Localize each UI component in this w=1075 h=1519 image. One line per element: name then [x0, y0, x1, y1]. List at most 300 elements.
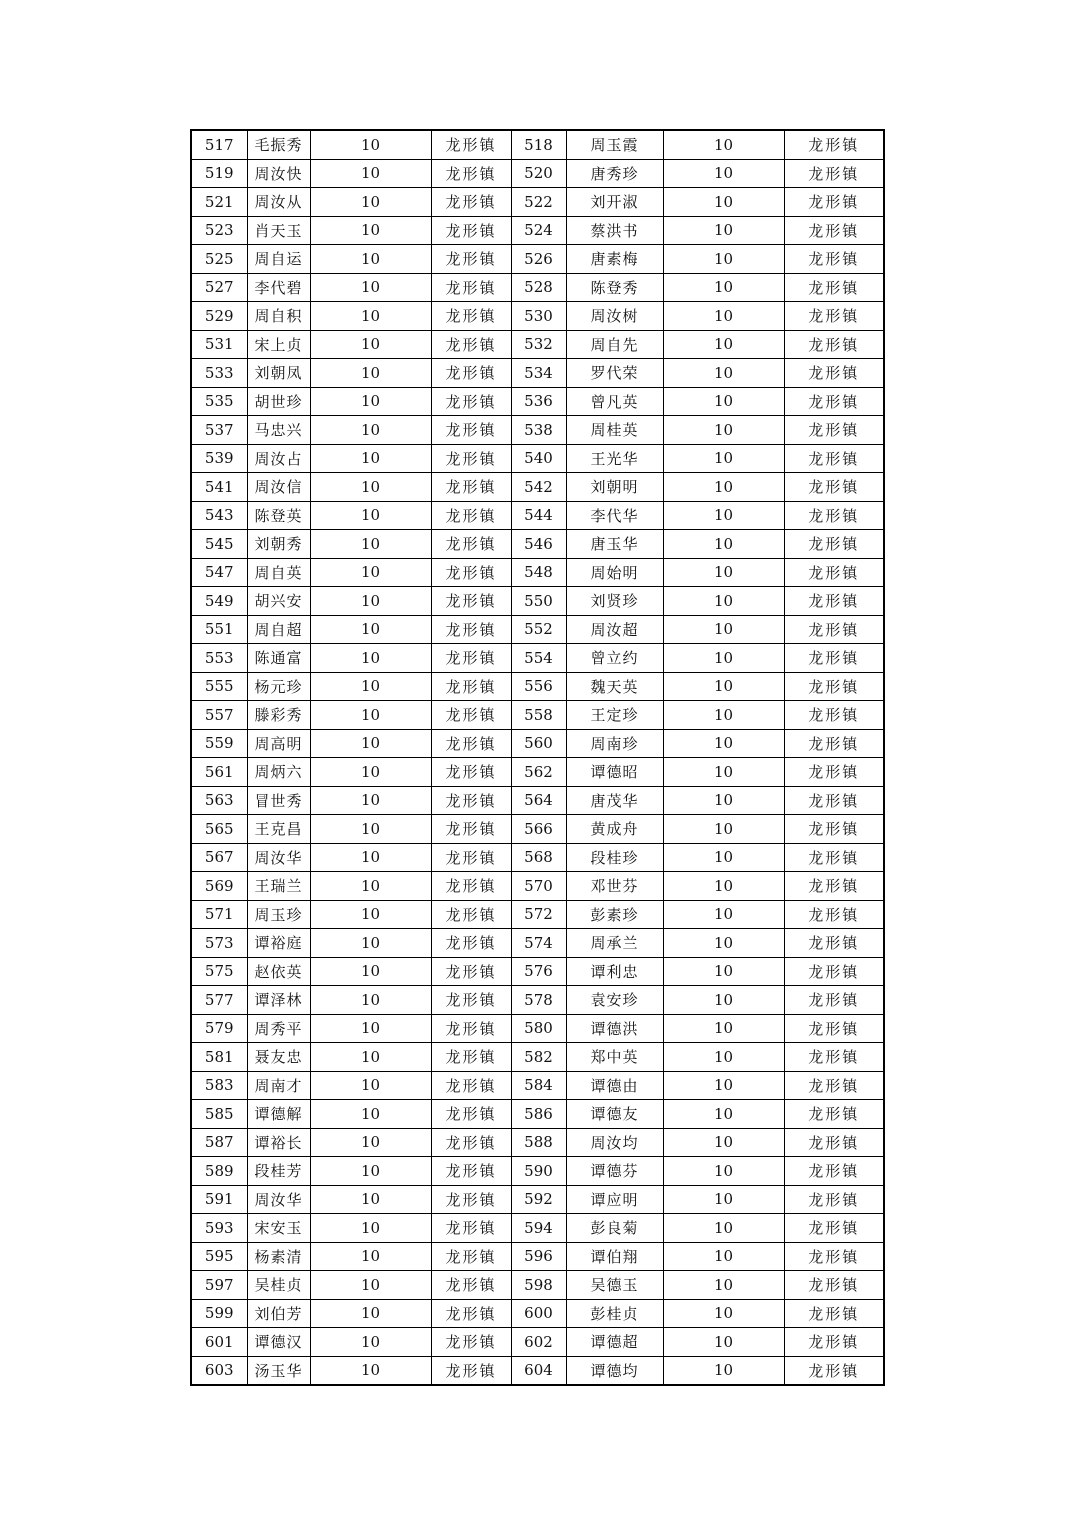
right-town-cell: 龙形镇 — [784, 330, 884, 359]
right-person-name-cell: 谭德友 — [566, 1100, 663, 1129]
left-person-name-cell: 周自超 — [247, 615, 310, 644]
right-amount-cell: 10 — [663, 1299, 784, 1328]
left-amount-cell: 10 — [310, 957, 431, 986]
left-entry-number-cell: 585 — [191, 1100, 247, 1129]
left-town-cell: 龙形镇 — [431, 1242, 511, 1271]
left-town-cell: 龙形镇 — [431, 558, 511, 587]
table-row — [191, 900, 884, 929]
left-amount-cell: 10 — [310, 473, 431, 502]
left-entry-number-cell: 589 — [191, 1157, 247, 1186]
left-person-name-cell: 李代碧 — [247, 273, 310, 302]
right-person-name-cell: 周汝树 — [566, 302, 663, 331]
left-person-name-cell: 周汝华 — [247, 843, 310, 872]
right-person-name-cell: 曾凡英 — [566, 387, 663, 416]
table-row — [191, 929, 884, 958]
left-amount-cell: 10 — [310, 302, 431, 331]
table-row — [191, 672, 884, 701]
left-town-cell: 龙形镇 — [431, 245, 511, 274]
left-town-cell: 龙形镇 — [431, 216, 511, 245]
left-town-cell: 龙形镇 — [431, 473, 511, 502]
right-amount-cell: 10 — [663, 216, 784, 245]
right-entry-number-cell: 598 — [511, 1271, 566, 1300]
right-person-name-cell: 蔡洪书 — [566, 216, 663, 245]
left-entry-number-cell: 547 — [191, 558, 247, 587]
left-town-cell: 龙形镇 — [431, 872, 511, 901]
left-amount-cell: 10 — [310, 587, 431, 616]
right-town-cell: 龙形镇 — [784, 701, 884, 730]
right-amount-cell: 10 — [663, 387, 784, 416]
left-entry-number-cell: 563 — [191, 786, 247, 815]
left-town-cell: 龙形镇 — [431, 1071, 511, 1100]
left-amount-cell: 10 — [310, 1128, 431, 1157]
left-amount-cell: 10 — [310, 558, 431, 587]
left-amount-cell: 10 — [310, 1214, 431, 1243]
left-entry-number-cell: 539 — [191, 444, 247, 473]
right-person-name-cell: 周自先 — [566, 330, 663, 359]
right-town-cell: 龙形镇 — [784, 530, 884, 559]
left-person-name-cell: 王克昌 — [247, 815, 310, 844]
right-entry-number-cell: 596 — [511, 1242, 566, 1271]
left-amount-cell: 10 — [310, 159, 431, 188]
right-person-name-cell: 唐秀珍 — [566, 159, 663, 188]
right-town-cell: 龙形镇 — [784, 1242, 884, 1271]
left-person-name-cell: 周自英 — [247, 558, 310, 587]
right-person-name-cell: 邓世芬 — [566, 872, 663, 901]
left-entry-number-cell: 543 — [191, 501, 247, 530]
right-entry-number-cell: 528 — [511, 273, 566, 302]
left-town-cell: 龙形镇 — [431, 1043, 511, 1072]
left-person-name-cell: 周汝快 — [247, 159, 310, 188]
right-entry-number-cell: 554 — [511, 644, 566, 673]
right-amount-cell: 10 — [663, 843, 784, 872]
left-amount-cell: 10 — [310, 1242, 431, 1271]
right-town-cell: 龙形镇 — [784, 1100, 884, 1129]
right-person-name-cell: 唐茂华 — [566, 786, 663, 815]
table-row — [191, 473, 884, 502]
right-town-cell: 龙形镇 — [784, 929, 884, 958]
left-town-cell: 龙形镇 — [431, 1328, 511, 1357]
table-row — [191, 1271, 884, 1300]
right-entry-number-cell: 586 — [511, 1100, 566, 1129]
right-entry-number-cell: 518 — [511, 130, 566, 159]
right-entry-number-cell: 602 — [511, 1328, 566, 1357]
left-person-name-cell: 段桂芳 — [247, 1157, 310, 1186]
right-person-name-cell: 谭德均 — [566, 1356, 663, 1385]
table-row — [191, 1071, 884, 1100]
left-entry-number-cell: 527 — [191, 273, 247, 302]
table-row — [191, 359, 884, 388]
right-person-name-cell: 罗代荣 — [566, 359, 663, 388]
right-entry-number-cell: 578 — [511, 986, 566, 1015]
table-row — [191, 1157, 884, 1186]
left-town-cell: 龙形镇 — [431, 644, 511, 673]
right-person-name-cell: 周汝均 — [566, 1128, 663, 1157]
right-entry-number-cell: 580 — [511, 1014, 566, 1043]
left-entry-number-cell: 591 — [191, 1185, 247, 1214]
left-town-cell: 龙形镇 — [431, 587, 511, 616]
right-person-name-cell: 刘贤珍 — [566, 587, 663, 616]
right-amount-cell: 10 — [663, 359, 784, 388]
table-row — [191, 644, 884, 673]
table-row — [191, 786, 884, 815]
right-person-name-cell: 郑中英 — [566, 1043, 663, 1072]
left-town-cell: 龙形镇 — [431, 302, 511, 331]
right-amount-cell: 10 — [663, 1128, 784, 1157]
left-entry-number-cell: 565 — [191, 815, 247, 844]
left-amount-cell: 10 — [310, 216, 431, 245]
right-town-cell: 龙形镇 — [784, 1128, 884, 1157]
left-amount-cell: 10 — [310, 644, 431, 673]
right-person-name-cell: 魏天英 — [566, 672, 663, 701]
left-person-name-cell: 宋上贞 — [247, 330, 310, 359]
left-town-cell: 龙形镇 — [431, 900, 511, 929]
left-amount-cell: 10 — [310, 416, 431, 445]
right-town-cell: 龙形镇 — [784, 729, 884, 758]
right-entry-number-cell: 542 — [511, 473, 566, 502]
right-person-name-cell: 王光华 — [566, 444, 663, 473]
right-amount-cell: 10 — [663, 701, 784, 730]
right-person-name-cell: 谭德洪 — [566, 1014, 663, 1043]
left-person-name-cell: 吴桂贞 — [247, 1271, 310, 1300]
table-row — [191, 957, 884, 986]
right-town-cell: 龙形镇 — [784, 1214, 884, 1243]
left-person-name-cell: 周自运 — [247, 245, 310, 274]
right-town-cell: 龙形镇 — [784, 1356, 884, 1385]
roster-table — [190, 129, 885, 1386]
table-row — [191, 558, 884, 587]
left-entry-number-cell: 521 — [191, 188, 247, 217]
right-person-name-cell: 彭素珍 — [566, 900, 663, 929]
right-person-name-cell: 周承兰 — [566, 929, 663, 958]
right-amount-cell: 10 — [663, 929, 784, 958]
right-amount-cell: 10 — [663, 1242, 784, 1271]
right-entry-number-cell: 540 — [511, 444, 566, 473]
left-entry-number-cell: 577 — [191, 986, 247, 1015]
right-person-name-cell: 李代华 — [566, 501, 663, 530]
left-town-cell: 龙形镇 — [431, 1014, 511, 1043]
left-amount-cell: 10 — [310, 273, 431, 302]
left-entry-number-cell: 599 — [191, 1299, 247, 1328]
right-town-cell: 龙形镇 — [784, 1043, 884, 1072]
left-entry-number-cell: 601 — [191, 1328, 247, 1357]
left-person-name-cell: 肖天玉 — [247, 216, 310, 245]
right-person-name-cell: 袁安珍 — [566, 986, 663, 1015]
left-person-name-cell: 汤玉华 — [247, 1356, 310, 1385]
right-person-name-cell: 曾立约 — [566, 644, 663, 673]
left-town-cell: 龙形镇 — [431, 530, 511, 559]
right-person-name-cell: 周桂英 — [566, 416, 663, 445]
left-town-cell: 龙形镇 — [431, 1271, 511, 1300]
left-town-cell: 龙形镇 — [431, 1214, 511, 1243]
right-town-cell: 龙形镇 — [784, 1157, 884, 1186]
right-entry-number-cell: 536 — [511, 387, 566, 416]
table-row — [191, 530, 884, 559]
left-person-name-cell: 马忠兴 — [247, 416, 310, 445]
left-town-cell: 龙形镇 — [431, 615, 511, 644]
left-person-name-cell: 谭裕长 — [247, 1128, 310, 1157]
left-entry-number-cell: 573 — [191, 929, 247, 958]
left-person-name-cell: 周汝从 — [247, 188, 310, 217]
right-person-name-cell: 刘开淑 — [566, 188, 663, 217]
right-town-cell: 龙形镇 — [784, 1185, 884, 1214]
right-entry-number-cell: 532 — [511, 330, 566, 359]
left-amount-cell: 10 — [310, 1299, 431, 1328]
right-amount-cell: 10 — [663, 815, 784, 844]
right-amount-cell: 10 — [663, 986, 784, 1015]
right-person-name-cell: 周南珍 — [566, 729, 663, 758]
left-entry-number-cell: 535 — [191, 387, 247, 416]
right-person-name-cell: 刘朝明 — [566, 473, 663, 502]
left-person-name-cell: 周自积 — [247, 302, 310, 331]
right-town-cell: 龙形镇 — [784, 900, 884, 929]
right-entry-number-cell: 592 — [511, 1185, 566, 1214]
table-row — [191, 843, 884, 872]
table-row — [191, 758, 884, 787]
left-person-name-cell: 谭裕庭 — [247, 929, 310, 958]
left-entry-number-cell: 597 — [191, 1271, 247, 1300]
left-person-name-cell: 宋安玉 — [247, 1214, 310, 1243]
right-town-cell: 龙形镇 — [784, 587, 884, 616]
left-entry-number-cell: 555 — [191, 672, 247, 701]
right-entry-number-cell: 548 — [511, 558, 566, 587]
right-person-name-cell: 唐素梅 — [566, 245, 663, 274]
right-town-cell: 龙形镇 — [784, 986, 884, 1015]
left-entry-number-cell: 557 — [191, 701, 247, 730]
left-amount-cell: 10 — [310, 501, 431, 530]
right-town-cell: 龙形镇 — [784, 615, 884, 644]
left-entry-number-cell: 517 — [191, 130, 247, 159]
right-entry-number-cell: 538 — [511, 416, 566, 445]
right-amount-cell: 10 — [663, 416, 784, 445]
left-town-cell: 龙形镇 — [431, 1128, 511, 1157]
left-town-cell: 龙形镇 — [431, 986, 511, 1015]
right-entry-number-cell: 576 — [511, 957, 566, 986]
left-entry-number-cell: 559 — [191, 729, 247, 758]
left-amount-cell: 10 — [310, 986, 431, 1015]
left-town-cell: 龙形镇 — [431, 729, 511, 758]
left-entry-number-cell: 593 — [191, 1214, 247, 1243]
left-entry-number-cell: 567 — [191, 843, 247, 872]
table-row — [191, 587, 884, 616]
right-person-name-cell: 谭德芬 — [566, 1157, 663, 1186]
left-entry-number-cell: 545 — [191, 530, 247, 559]
left-amount-cell: 10 — [310, 786, 431, 815]
right-amount-cell: 10 — [663, 1271, 784, 1300]
left-person-name-cell: 滕彩秀 — [247, 701, 310, 730]
right-amount-cell: 10 — [663, 872, 784, 901]
right-town-cell: 龙形镇 — [784, 444, 884, 473]
right-entry-number-cell: 584 — [511, 1071, 566, 1100]
left-town-cell: 龙形镇 — [431, 1299, 511, 1328]
left-amount-cell: 10 — [310, 929, 431, 958]
left-entry-number-cell: 575 — [191, 957, 247, 986]
left-amount-cell: 10 — [310, 1328, 431, 1357]
right-town-cell: 龙形镇 — [784, 644, 884, 673]
right-entry-number-cell: 534 — [511, 359, 566, 388]
right-town-cell: 龙形镇 — [784, 159, 884, 188]
right-town-cell: 龙形镇 — [784, 758, 884, 787]
right-amount-cell: 10 — [663, 1071, 784, 1100]
left-town-cell: 龙形镇 — [431, 815, 511, 844]
left-entry-number-cell: 561 — [191, 758, 247, 787]
table-row — [191, 1242, 884, 1271]
table-row — [191, 1328, 884, 1357]
right-town-cell: 龙形镇 — [784, 672, 884, 701]
right-town-cell: 龙形镇 — [784, 359, 884, 388]
left-entry-number-cell: 569 — [191, 872, 247, 901]
left-entry-number-cell: 603 — [191, 1356, 247, 1385]
table-row — [191, 330, 884, 359]
table-row — [191, 159, 884, 188]
right-town-cell: 龙形镇 — [784, 416, 884, 445]
left-person-name-cell: 周秀平 — [247, 1014, 310, 1043]
left-person-name-cell: 刘朝凤 — [247, 359, 310, 388]
left-town-cell: 龙形镇 — [431, 387, 511, 416]
left-town-cell: 龙形镇 — [431, 330, 511, 359]
right-entry-number-cell: 520 — [511, 159, 566, 188]
roster-table-body — [191, 130, 884, 1385]
left-town-cell: 龙形镇 — [431, 130, 511, 159]
right-entry-number-cell: 552 — [511, 615, 566, 644]
left-town-cell: 龙形镇 — [431, 957, 511, 986]
right-amount-cell: 10 — [663, 473, 784, 502]
left-person-name-cell: 赵依英 — [247, 957, 310, 986]
left-town-cell: 龙形镇 — [431, 843, 511, 872]
right-entry-number-cell: 562 — [511, 758, 566, 787]
table-row — [191, 1356, 884, 1385]
right-amount-cell: 10 — [663, 1185, 784, 1214]
right-entry-number-cell: 574 — [511, 929, 566, 958]
left-town-cell: 龙形镇 — [431, 501, 511, 530]
right-town-cell: 龙形镇 — [784, 216, 884, 245]
left-amount-cell: 10 — [310, 1157, 431, 1186]
table-row — [191, 1299, 884, 1328]
table-row — [191, 1214, 884, 1243]
right-entry-number-cell: 558 — [511, 701, 566, 730]
right-town-cell: 龙形镇 — [784, 1014, 884, 1043]
right-town-cell: 龙形镇 — [784, 815, 884, 844]
right-amount-cell: 10 — [663, 1214, 784, 1243]
right-town-cell: 龙形镇 — [784, 387, 884, 416]
right-amount-cell: 10 — [663, 1356, 784, 1385]
right-town-cell: 龙形镇 — [784, 1299, 884, 1328]
left-person-name-cell: 周炳六 — [247, 758, 310, 787]
left-town-cell: 龙形镇 — [431, 416, 511, 445]
left-entry-number-cell: 531 — [191, 330, 247, 359]
right-entry-number-cell: 526 — [511, 245, 566, 274]
left-entry-number-cell: 583 — [191, 1071, 247, 1100]
right-entry-number-cell: 522 — [511, 188, 566, 217]
right-town-cell: 龙形镇 — [784, 188, 884, 217]
left-town-cell: 龙形镇 — [431, 1157, 511, 1186]
left-amount-cell: 10 — [310, 1356, 431, 1385]
left-town-cell: 龙形镇 — [431, 273, 511, 302]
left-town-cell: 龙形镇 — [431, 444, 511, 473]
left-entry-number-cell: 549 — [191, 587, 247, 616]
table-row — [191, 701, 884, 730]
right-person-name-cell: 谭应明 — [566, 1185, 663, 1214]
right-amount-cell: 10 — [663, 501, 784, 530]
table-row — [191, 444, 884, 473]
right-entry-number-cell: 530 — [511, 302, 566, 331]
left-town-cell: 龙形镇 — [431, 159, 511, 188]
right-entry-number-cell: 600 — [511, 1299, 566, 1328]
left-town-cell: 龙形镇 — [431, 929, 511, 958]
right-town-cell: 龙形镇 — [784, 786, 884, 815]
left-town-cell: 龙形镇 — [431, 1356, 511, 1385]
left-amount-cell: 10 — [310, 815, 431, 844]
left-entry-number-cell: 571 — [191, 900, 247, 929]
left-person-name-cell: 谭泽林 — [247, 986, 310, 1015]
left-amount-cell: 10 — [310, 1071, 431, 1100]
left-person-name-cell: 周汝信 — [247, 473, 310, 502]
left-person-name-cell: 胡世珍 — [247, 387, 310, 416]
table-row — [191, 188, 884, 217]
right-town-cell: 龙形镇 — [784, 302, 884, 331]
right-town-cell: 龙形镇 — [784, 473, 884, 502]
left-person-name-cell: 刘伯芳 — [247, 1299, 310, 1328]
left-person-name-cell: 胡兴安 — [247, 587, 310, 616]
left-amount-cell: 10 — [310, 872, 431, 901]
left-amount-cell: 10 — [310, 444, 431, 473]
right-amount-cell: 10 — [663, 273, 784, 302]
right-amount-cell: 10 — [663, 302, 784, 331]
right-amount-cell: 10 — [663, 558, 784, 587]
left-entry-number-cell: 523 — [191, 216, 247, 245]
right-entry-number-cell: 544 — [511, 501, 566, 530]
left-person-name-cell: 陈登英 — [247, 501, 310, 530]
left-person-name-cell: 冒世秀 — [247, 786, 310, 815]
right-amount-cell: 10 — [663, 245, 784, 274]
right-town-cell: 龙形镇 — [784, 245, 884, 274]
table-row — [191, 1185, 884, 1214]
right-person-name-cell: 彭桂贞 — [566, 1299, 663, 1328]
left-amount-cell: 10 — [310, 900, 431, 929]
left-entry-number-cell: 553 — [191, 644, 247, 673]
left-amount-cell: 10 — [310, 530, 431, 559]
left-town-cell: 龙形镇 — [431, 758, 511, 787]
right-person-name-cell: 谭德超 — [566, 1328, 663, 1357]
left-amount-cell: 10 — [310, 1185, 431, 1214]
right-amount-cell: 10 — [663, 615, 784, 644]
right-amount-cell: 10 — [663, 1328, 784, 1357]
right-person-name-cell: 谭德昭 — [566, 758, 663, 787]
right-entry-number-cell: 564 — [511, 786, 566, 815]
right-town-cell: 龙形镇 — [784, 273, 884, 302]
left-town-cell: 龙形镇 — [431, 701, 511, 730]
table-row — [191, 1100, 884, 1129]
table-row — [191, 729, 884, 758]
left-entry-number-cell: 579 — [191, 1014, 247, 1043]
left-person-name-cell: 聂友忠 — [247, 1043, 310, 1072]
right-person-name-cell: 唐玉华 — [566, 530, 663, 559]
right-town-cell: 龙形镇 — [784, 501, 884, 530]
right-person-name-cell: 黄成舟 — [566, 815, 663, 844]
left-town-cell: 龙形镇 — [431, 1100, 511, 1129]
right-amount-cell: 10 — [663, 188, 784, 217]
right-person-name-cell: 周始明 — [566, 558, 663, 587]
table-row — [191, 416, 884, 445]
left-person-name-cell: 王瑞兰 — [247, 872, 310, 901]
right-town-cell: 龙形镇 — [784, 558, 884, 587]
right-amount-cell: 10 — [663, 1014, 784, 1043]
right-town-cell: 龙形镇 — [784, 843, 884, 872]
table-row — [191, 986, 884, 1015]
left-amount-cell: 10 — [310, 387, 431, 416]
left-entry-number-cell: 537 — [191, 416, 247, 445]
left-amount-cell: 10 — [310, 1043, 431, 1072]
right-town-cell: 龙形镇 — [784, 130, 884, 159]
